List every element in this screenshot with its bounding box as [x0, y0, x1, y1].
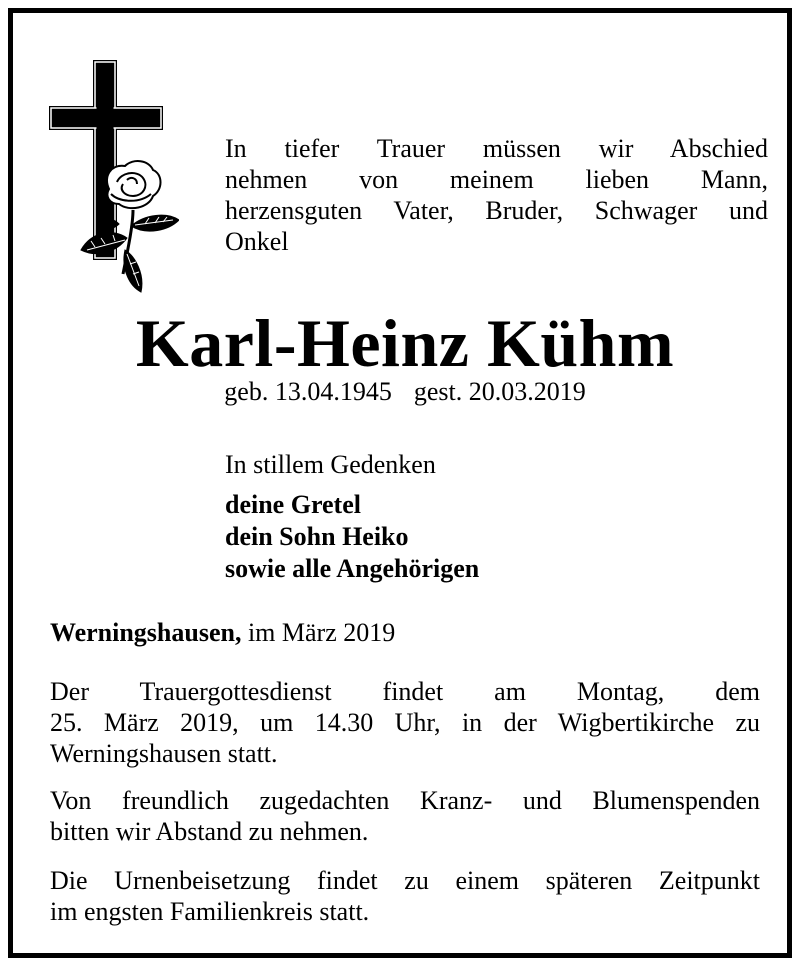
paragraph-line: Von freundlich zugedachten Kranz- und Blumenspenden — [50, 786, 760, 815]
place-date: im März 2019 — [247, 618, 396, 647]
obituary-notice — [8, 8, 792, 958]
paragraph-line: Der Trauergottesdienst findet am Montag, dem — [50, 677, 760, 706]
deceased-name: Karl-Heinz Kühm — [135, 305, 675, 381]
paragraph-line: Werningshausen statt. — [50, 739, 278, 768]
signer: sowie alle Angehörigen — [225, 554, 480, 583]
signer: dein Sohn Heiko — [225, 522, 409, 551]
flowers-paragraph — [50, 785, 760, 847]
service-paragraph — [50, 676, 760, 769]
intro-line: nehmen von meinem lieben Mann, — [225, 165, 768, 194]
intro-line: In tiefer Trauer müssen wir Abschied — [225, 134, 768, 163]
signer: deine Gretel — [225, 490, 361, 519]
paragraph-line: im engsten Familienkreis statt. — [50, 897, 370, 926]
paragraph-line: bitten wir Abstand zu nehmen. — [50, 817, 369, 846]
place-and-date — [50, 617, 395, 649]
birth-date: geb. 13.04.1945 — [224, 377, 392, 406]
cross-with-rose-icon — [49, 54, 179, 294]
memorial-heading: In stillem Gedenken — [225, 450, 436, 479]
burial-paragraph — [50, 865, 760, 927]
intro-line: Onkel — [225, 227, 289, 256]
intro-text — [225, 133, 768, 257]
paragraph-line: 25. März 2019, um 14.30 Uhr, in der Wigbertikirche zu — [50, 708, 760, 737]
death-date: gest. 20.03.2019 — [413, 377, 586, 406]
life-dates — [13, 376, 797, 408]
place-town: Werningshausen, — [50, 618, 242, 647]
signers-list — [225, 489, 479, 585]
intro-line: herzensguten Vater, Bruder, Schwager und — [225, 196, 768, 225]
paragraph-line: Die Urnenbeisetzung findet zu einem späteren Zeitpunkt — [50, 866, 760, 895]
